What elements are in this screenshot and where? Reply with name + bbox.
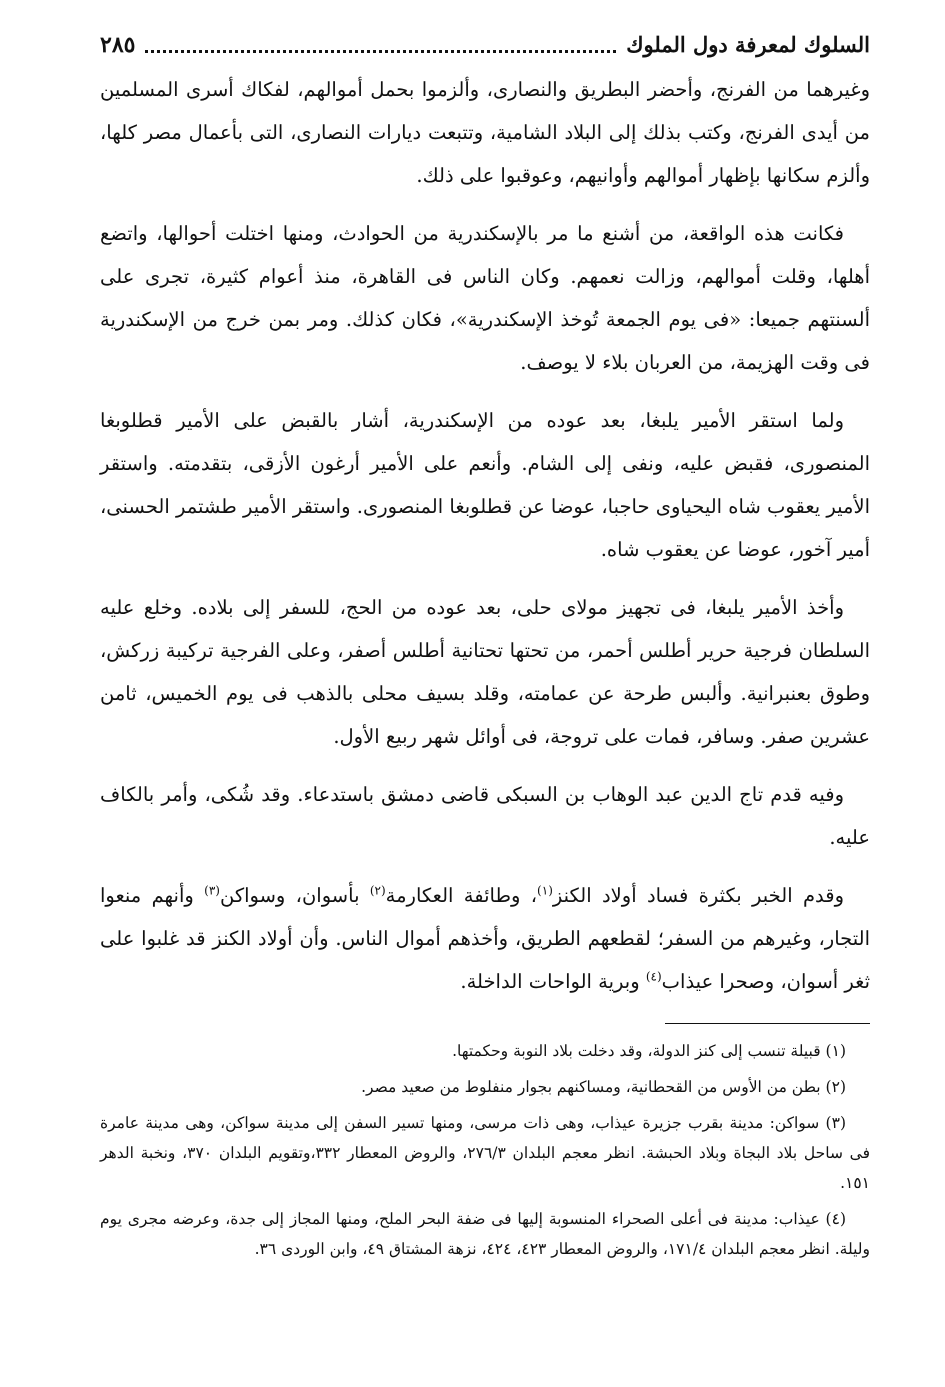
footnote-ref-3: (٣) bbox=[204, 883, 220, 898]
paragraph-1: وغيرهما من الفرنج، وأحضر البطريق والنصارى، وألزموا بحمل أموالهم، لفكاك أسرى المسلمين من أيدى الفرنج، وكتب بذلك إلى البلاد الشامية، وتتبعت ديارات النصارى، التى بأعمال مصر كلها، وألزم سكانها بإظهار أموالهم وأوانيهم، وعوقبوا على ذلك. bbox=[100, 78, 870, 187]
paragraph-4: وأخذ الأمير يلبغا، فى تجهيز مولاى حلى، بعد عوده من الحج، للسفر إلى بلاده. وخلع عليه السلطان فرجية حرير أطلس أحمر، من تحتها تحتانية أطلس أصفر، وعلى الفرجية تركيبة زركش، وطوق بعنبرانية. وألبس طرحة عن عمامته، وقلد بسيف محلى بالذهب فى يوم الخميس، ثامن عشرين صفر. وسافر، فمات على تروجة، فى أوائل شهر ربيع الأول. bbox=[100, 596, 870, 748]
footnotes bbox=[100, 1036, 870, 1264]
running-head bbox=[100, 22, 870, 68]
footnote-2: (٢) بطن من الأوس من القحطانية، ومساكنهم بجوار منفلوط من صعيد مصر. bbox=[361, 1078, 846, 1096]
footnote-divider bbox=[665, 1023, 870, 1024]
running-title: السلوك لمعرفة دول الملوك bbox=[626, 32, 870, 57]
text-segment: وأنهم منعوا التجار، وغيرهم من السفر؛ لقطعهم الطريق، وأخذهم أموال الناس. وأن أولاد الكنز قد غلبوا على ثغر أسوان، وصحرا عيذاب bbox=[100, 884, 870, 993]
page-number: ٢٨٥ bbox=[100, 32, 136, 58]
footnote-ref-4: (٤) bbox=[645, 969, 662, 984]
main-text bbox=[100, 68, 870, 1003]
footnote-3: (٣) سواكن: مدينة بقرب جزيرة عيذاب، وهى ذات مرسى، ومنها تسير السفن إلى مدينة سواكن، وهى مدينة عامرة فى ساحل بلاد البجاة وبلاد الحبشة. انظر معجم البلدان ٢٧٦/٣، والروض المعطار ٣٣٢،وتقويم البلدان ٣٧٠، ونخبة الدهر ١٥١. bbox=[100, 1114, 871, 1192]
paragraph-3: ولما استقر الأمير يلبغا، بعد عوده من الإسكندرية، أشار بالقبض على الأمير قطلوبغا المنصورى، فقبض عليه، ونفى إلى الشام. وأنعم على الأمير أرغون الأزقى، بتقدمته. واستقر الأمير يعقوب شاه اليحياوى حاجبا، عوضا عن قطلوبغا المنصورى. واستقر الأمير طشتمر الحسنى، أمير آخور، عوضا عن يعقوب شاه. bbox=[100, 409, 870, 561]
footnote-ref-2: (٢) bbox=[369, 883, 386, 898]
paragraph-2: فكانت هذه الواقعة، من أشنع ما مر بالإسكندرية من الحوادث، ومنها اختلت أحوالها، واتضع أهلها، وقلت أموالهم، وزالت نعمهم. وكان الناس فى القاهرة، منذ أعوام كثيرة، تجرى على ألسنتهم جميعا: «فى يوم الجمعة تُوخذ الإسكندرية»، فكان كذلك. ومر بمن خرج من الإسكندرية فى وقت الهزيمة، من العربان بلاء لا يوصف. bbox=[100, 222, 870, 374]
text-segment: وبرية الواحات الداخلة. bbox=[460, 970, 646, 993]
text-segment: وقدم الخبر بكثرة فساد أولاد الكنز bbox=[552, 884, 844, 907]
paragraph-6 bbox=[100, 874, 870, 1003]
dot-leader bbox=[145, 50, 616, 53]
text-segment: بأسوان، وسواكن bbox=[219, 884, 370, 907]
footnote-ref-1: (١) bbox=[537, 883, 553, 898]
book-page bbox=[100, 22, 870, 1362]
footnote-4: (٤) عيذاب: مدينة فى أعلى الصحراء المنسوبة إليها فى ضفة البحر الملح، ومنها المجاز إلى جدة، وعرضه مجرى يوم وليلة. انظر معجم البلدان ١٧١/٤، والروض المعطار ٤٢٣، ٤٢٤، نزهة المشتاق ٤٩، وابن الوردى ٣٦. bbox=[100, 1210, 870, 1258]
footnote-1: (١) قبيلة تنسب إلى كنز الدولة، وقد دخلت بلاد النوبة وحكمتها. bbox=[452, 1042, 846, 1060]
paragraph-5: وفيه قدم تاج الدين عبد الوهاب بن السبكى قاضى دمشق باستدعاء. وقد شُكى، وأمر بالكاف عليه. bbox=[100, 783, 870, 849]
text-segment: ، وطائفة العكارمة bbox=[385, 884, 538, 907]
